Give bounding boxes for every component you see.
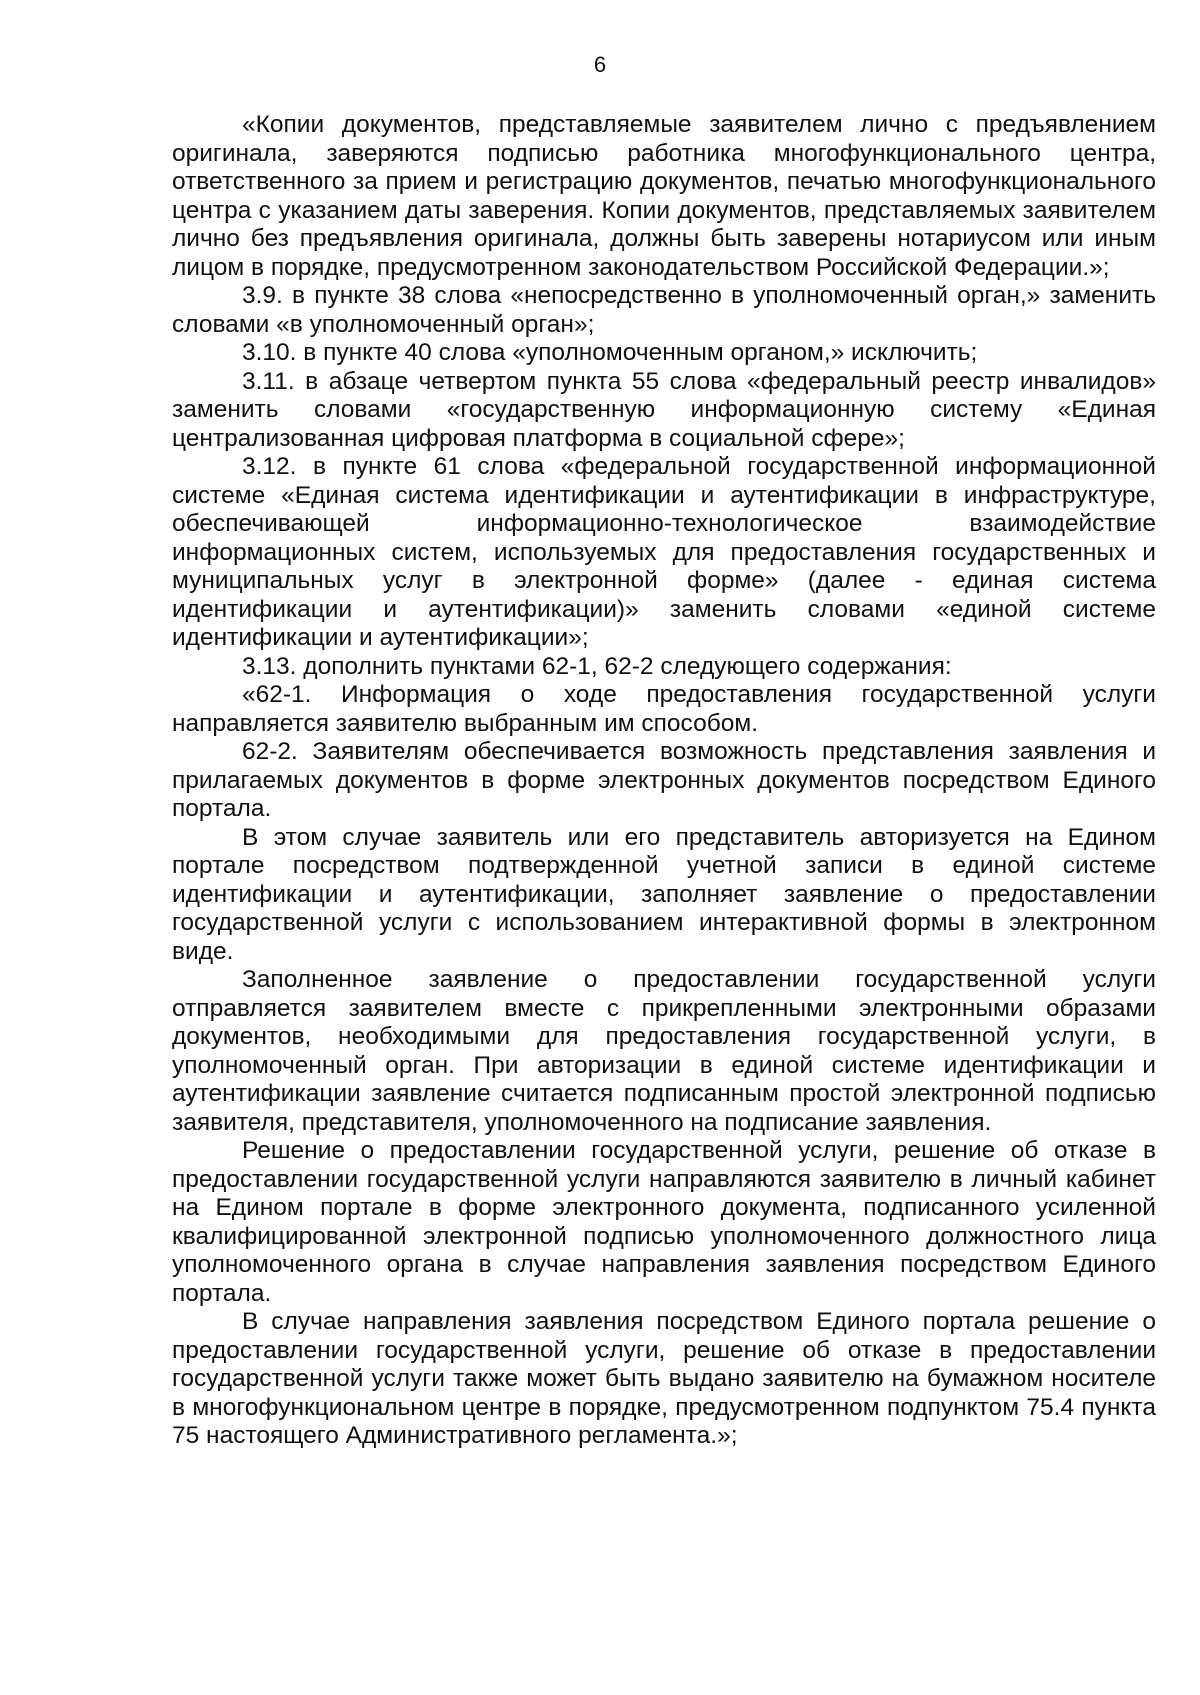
paragraph-62-2: 62-2. Заявителям обеспечивается возможность представления заявления и прилагаемых документов в форме электронных документов посредством Единого портала.: [172, 738, 1156, 822]
page-number: 6: [593, 52, 607, 77]
paragraph-3-13: 3.13. дополнить пунктами 62-1, 62-2 следующего содержания:: [242, 652, 952, 680]
document-body: [172, 111, 1156, 1451]
paragraph-3-9: 3.9. в пункте 38 слова «непосредственно в уполномоченный орган,» заменить словами «в уполномоченный орган»;: [172, 282, 1156, 338]
paragraph-mfc-copies: «Копии документов, представляемые заявителем лично с предъявлением оригинала, заверяются подписью работника многофункционального центра, ответственного за прием и регистрацию документов, печатью многофункционального центра с указанием даты заверения. Копии документов, представляемых заявителем лично без предъявления оригинала, должны быть заверены нотариусом или иным лицом в порядке, предусмотренном законодательством Российской Федерации.»;: [172, 111, 1156, 281]
paragraph-paper-copy: В случае направления заявления посредством Единого портала решение о предоставлении государственной услуги, решение об отказе в предоставлении государственной услуги также может быть выдано заявителю на бумажном носителе в многофункциональном центре в порядке, предусмотренном подпунктом 75.4 пункта 75 настоящего Административного регламента.»;: [172, 1308, 1156, 1449]
paragraph-decision: Решение о предоставлении государственной услуги, решение об отказе в предоставлении государственной услуги направляются заявителю в личный кабинет на Едином портале в форме электронного документа, подписанного усиленной квалифицированной электронной подписью уполномоченного должностного лица уполномоченного органа в случае направления заявления посредством Единого портала.: [172, 1137, 1156, 1307]
paragraph-3-11: 3.11. в абзаце четвертом пункта 55 слова «федеральный реестр инвалидов» заменить словами «государственную информационную систему «Единая централизованная цифровая платформа в социальной сфере»;: [172, 367, 1156, 452]
paragraph-3-10: 3.10. в пункте 40 слова «уполномоченным органом,» исключить;: [242, 339, 978, 366]
paragraph-3-12: 3.12. в пункте 61 слова «федеральной государственной информационной системе «Единая система идентификации и аутентификации в инфраструктуре, обеспечивающей информационно-технологическое взаимодействие информационных систем, используемых для предоставления государственных и муниципальных услуг в электронной форме» (далее - единая система идентификации и аутентификации)» заменить словами «единой системе идентификации и аутентификации»;: [172, 453, 1156, 651]
paragraph-submission: Заполненное заявление о предоставлении государственной услуги отправляется заявителем вместе с прикрепленными электронными образами документов, необходимыми для предоставления государственной услуги, в уполномоченный орган. При авторизации в единой системе идентификации и аутентификации заявление считается подписанным простой электронной подписью заявителя, представителя, уполномоченного на подписание заявления.: [172, 966, 1156, 1136]
paragraph-authorization: В этом случае заявитель или его представитель авторизуется на Едином портале посредством подтвержденной учетной записи в единой системе идентификации и аутентификации, заполняет заявление о предоставлении государственной услуги с использованием интерактивной формы в электронном виде.: [172, 823, 1156, 965]
paragraph-62-1: «62-1. Информация о ходе предоставления государственной услуги направляется заявителю выбранным им способом.: [172, 681, 1156, 737]
